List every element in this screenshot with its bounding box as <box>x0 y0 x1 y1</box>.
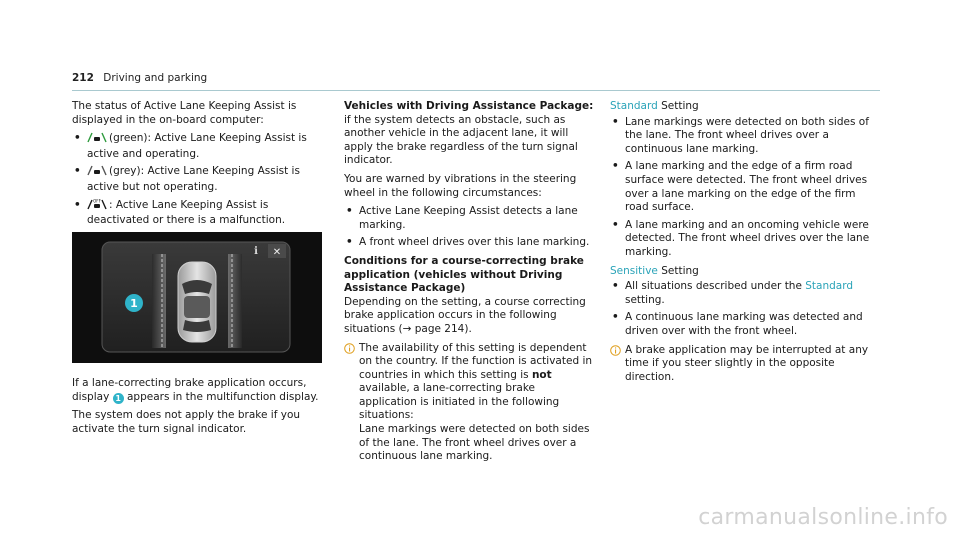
heading-driving-assistance: Vehicles with Driving Assistance Package: <box>344 100 594 112</box>
vibration-list <box>344 205 596 250</box>
multifunction-display-image <box>72 232 322 363</box>
sensitive-setting-label: Sensitive <box>610 264 658 277</box>
figure-caption: If a lane-correcting brake application occurs, display 1 appears in the multifunction display. The system does not apply the brake if you activate the turn signal indicator. <box>72 377 324 441</box>
note-block: A brake application may be interrupted at any time if you steer slightly in the opposite direction. <box>610 344 872 385</box>
list-item: • A front wheel drives over this lane marking. <box>346 236 590 249</box>
svg-text:OFF: OFF <box>93 198 101 204</box>
standard-list <box>610 116 872 260</box>
list-item: • Active Lane Keeping Assist detects a lane marking. <box>346 205 578 231</box>
page-header <box>72 72 880 91</box>
info-glyph: i <box>254 246 258 257</box>
list-item: • (green): Active Lane Keeping Assist is active and operating. <box>74 132 307 160</box>
info-icon <box>344 343 355 359</box>
page-number: 212 <box>72 72 94 84</box>
intro-text: The status of Active Lane Keeping Assist is displayed in the on-board computer: <box>72 100 297 126</box>
conditions-text: Depending on the setting, a course correcting brake application occurs in the following situations (→ page 214). <box>344 295 586 335</box>
heading-conditions: Conditions for a course-correcting brake application (vehicles without Driving Assistance Package) <box>344 254 584 295</box>
watermark: carmanualsonline.info <box>698 505 948 531</box>
list-item: • A continuous lane marking was detected and driven over with the front wheel. <box>612 311 863 337</box>
lane-assist-off-icon <box>87 199 107 215</box>
display-marker: 1 <box>130 297 138 310</box>
note-block: The availability of this setting is dependent on the country. If the function is activated in countries in which this setting is not available, a lane-correcting brake application is initiated in the following situations: Lane markings were detected on both sides of the lane. The front wheel drives over a continuous lane marking. <box>344 342 596 464</box>
list-item: • A lane marking and the edge of a firm road surface were detected. The front wheel drives over a lane marking on the edge of the firm road surface. <box>612 160 868 214</box>
caption-text-2: The system does not apply the brake if you activate the turn signal indicator. <box>72 409 301 435</box>
close-icon: ✕ <box>272 247 282 258</box>
sensitive-list <box>610 280 872 338</box>
lane-assist-grey-icon <box>87 165 107 181</box>
lane-assist-green-icon <box>87 132 107 148</box>
column-left <box>72 100 324 233</box>
section-title: Driving and parking <box>103 72 208 84</box>
standard-setting-label: Standard <box>610 100 658 112</box>
vibration-intro: You are warned by vibrations in the steering wheel in the following circumstances: <box>344 172 577 199</box>
list-item: • (grey): Active Lane Keeping Assist is active but not operating. <box>74 165 300 193</box>
list-item: • Lane markings were detected on both sides of the lane. The front wheel drives over a continuous lane marking. <box>612 115 869 155</box>
list-item: • OFF : Active Lane Keeping Assist is deactivated or there is a malfunction. <box>74 198 286 227</box>
info-icon <box>610 345 621 361</box>
column-middle: Vehicles with Driving Assistance Package: if the system detects an obstacle, such as another vehicle in the adjacent lane, it will apply the brake regardless of the turn signal indicator. You are warned by vibrations in the steering wheel in the following circumstances: • Active Lane Keeping Assist detects a lane marking. • A front wheel drives over this lane marking. Conditions for a course-correcting brake application (vehicles without Driving Assistance Package) Depending on the setting, a course correcting brake application occurs in the following situations (→ page 214). The availability of this setting is dependent on the country. If the function is activated in countries in which this setting is not available, a lane-correcting brake application is initiated in the following situations: Lane markings were detected on both sides of the lane. The front wheel drives over a continuous lane marking. <box>344 100 596 464</box>
list-item: • All situations described under the Standard setting. <box>612 280 854 306</box>
list-item: • A lane marking and an oncoming vehicle were detected. The front wheel drives over the lane marking. <box>612 218 870 258</box>
status-list <box>72 132 324 228</box>
marker-1-badge: 1 <box>113 393 124 404</box>
column-right: Standard Setting • Lane markings were detected on both sides of the lane. The front wheel drives over a continuous lane marking. • A lane marking and the edge of a firm road surface were detected. The front wheel drives over a lane marking on the edge of the firm road surface. • A lane marking and an oncoming vehicle were detected. The front wheel drives over the lane marking. Sensitive Setting • All situations described under the Standard setting. • A continuous lane marking was detected and driven over with the front wheel. A brake application may be interrupted at any time if you steer slightly in the opposite direction. <box>610 100 872 384</box>
